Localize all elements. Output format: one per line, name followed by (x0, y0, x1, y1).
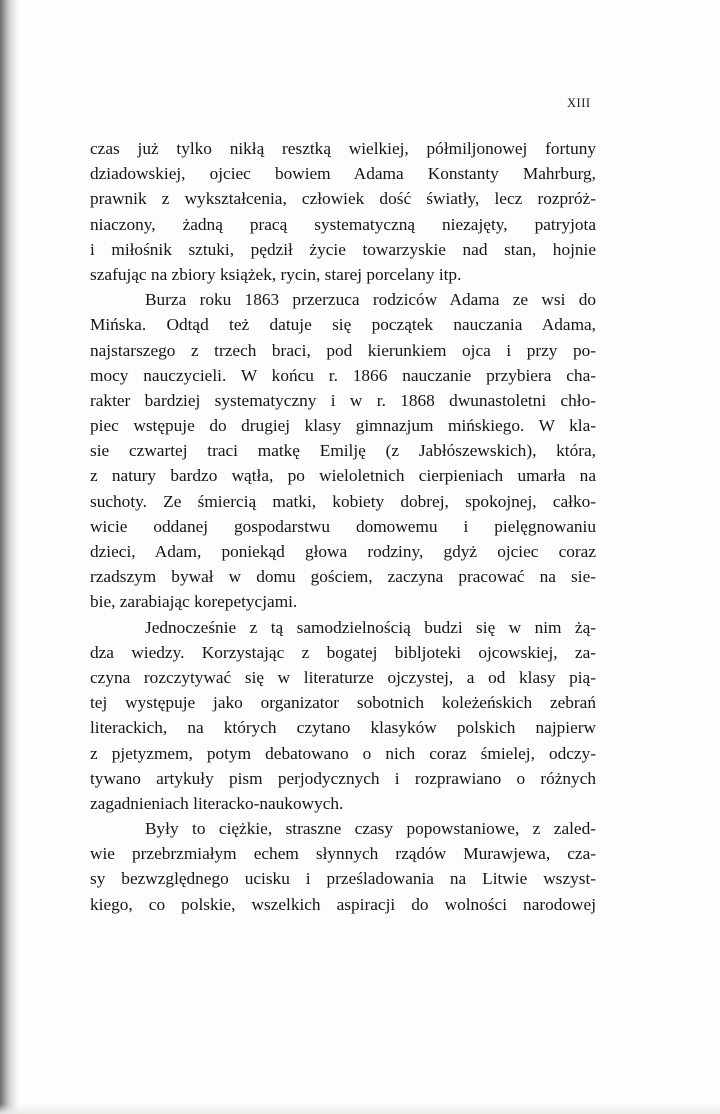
text-line: rzadszym bywał w domu gościem, zaczyna pracować na sie- (90, 567, 596, 587)
text-line: Były to ciężkie, straszne czasy popowstaniowe, z zaled- (145, 819, 596, 839)
text-line: Mińska. Odtąd też datuje się początek nauczania Adama, (90, 315, 596, 335)
text-line: piec wstępuje do drugiej klasy gimnazjum mińskiego. W kla- (90, 416, 596, 436)
paragraph (90, 816, 596, 917)
text-line: i miłośnik sztuki, pędził życie towarzyskie nad stan, hojnie (90, 239, 596, 259)
text-line: dza wiedzy. Korzystając z bogatej bibljoteki ojcowskiej, za- (90, 642, 596, 662)
text-line: zagadnieniach literacko-naukowych. (90, 793, 344, 813)
text-line: dziadowskiej, ojciec bowiem Adama Konstanty Mahrburg, (90, 164, 596, 184)
text-line: niaczony, żadną pracą systematyczną niezajęty, patryjota (90, 214, 596, 234)
text-line: Burza roku 1863 przerzuca rodziców Adama ze wsi do (145, 290, 596, 310)
text-line: wie przebrzmiałym echem słynnych rządów Murawjewa, cza- (90, 844, 596, 864)
body-text (90, 136, 596, 917)
paragraph (90, 615, 596, 817)
text-line: tej występuje jako organizator sobotnich koleżeńskich zebrań (90, 693, 596, 713)
paragraph (90, 287, 596, 614)
text-line: dzieci, Adam, poniekąd głowa rodziny, gdyż ojciec coraz (90, 542, 596, 561)
page-bottom-edge (0, 1104, 720, 1114)
text-line: wicie oddanej gospodarstwu domowemu i pielęgnowaniu (90, 516, 596, 536)
text-line: czyna rozczytywać się w literaturze ojczystej, a od klasy pią- (90, 667, 596, 687)
text-line: sie czwartej traci matkę Emilję (z Jabłószewskich), która, (90, 441, 596, 461)
paragraph (90, 136, 596, 287)
text-line: Jednocześnie z tą samodzielnością budzi się w nim żą- (145, 617, 596, 637)
text-line: szafując na zbiory książek, rycin, starej porcelany itp. (90, 264, 462, 284)
text-line: tywano artykuły pism perjodycznych i rozprawiano o różnych (90, 768, 596, 788)
text-line: z natury bardzo wątła, po wieloletnich cierpieniach umarła na (90, 466, 596, 486)
text-line: literackich, na których czytano klasyków polskich najpierw (90, 718, 596, 738)
text-line: mocy nauczycieli. W końcu r. 1866 nauczanie przybiera cha- (90, 365, 596, 385)
binding-gutter-shadow (0, 0, 20, 1114)
text-line: kiego, co polskie, wszelkich aspiracji do wolności narodowej (90, 894, 596, 914)
text-line: suchoty. Ze śmiercią matki, kobiety dobrej, spokojnej, całko- (90, 491, 596, 511)
text-line: sy bezwzględnego ucisku i prześladowania na Litwie wszyst- (90, 869, 596, 889)
text-line: rakter bardziej systematyczny i w r. 1868 dwunastoletni chło- (90, 390, 596, 410)
text-line: czas już tylko nikłą resztką wielkiej, półmiljonowej fortuny (90, 139, 596, 158)
page-number: XIII (567, 96, 591, 110)
text-line: prawnik z wykształcenia, człowiek dość światły, lecz rozpróż- (90, 189, 596, 209)
text-line: najstarszego z trzech braci, pod kierunkiem ojca i przy po- (90, 340, 596, 360)
text-line: bie, zarabiając korepetycjami. (90, 592, 298, 612)
text-line: z pjetyzmem, potym debatowano o nich coraz śmielej, odczy- (90, 743, 596, 763)
